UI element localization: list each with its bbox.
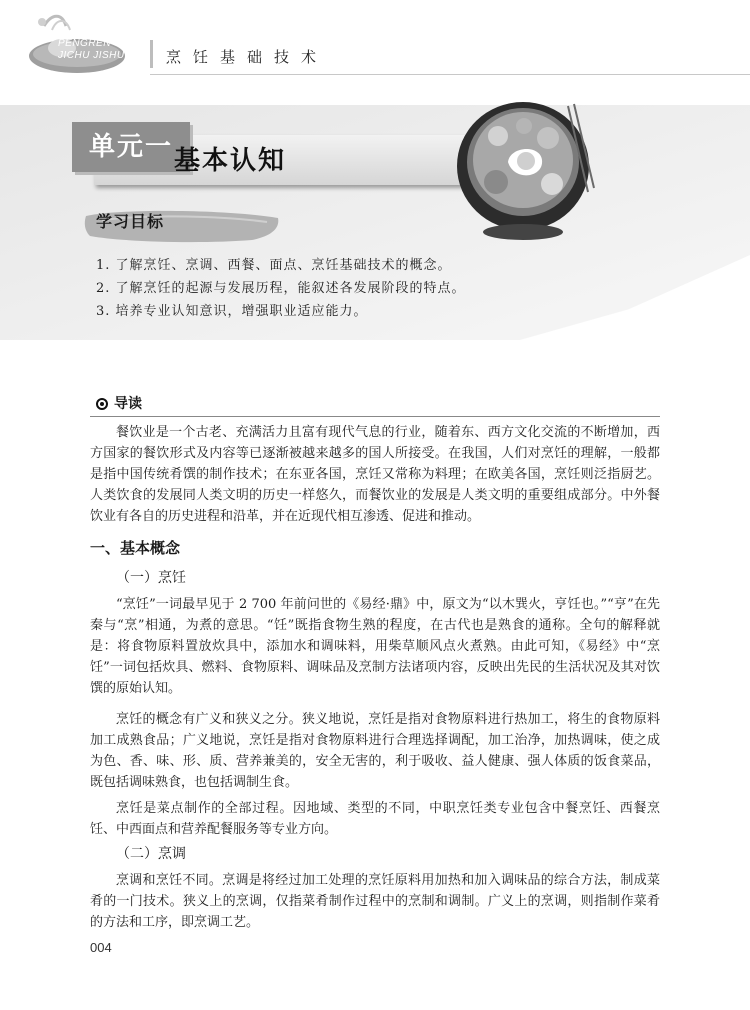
subsection-heading: （一）烹饪 xyxy=(116,570,186,586)
goal-item: 2. 了解烹饪的起源与发展历程，能叙述各发展阶段的特点。 xyxy=(96,281,466,296)
guide-divider xyxy=(90,416,660,417)
subsection-heading: （二）烹调 xyxy=(116,846,186,862)
header-underline xyxy=(150,74,750,75)
book-title: 烹饪基础技术 xyxy=(166,48,329,66)
logo-pinyin-line2: JICHU JISHU xyxy=(58,50,125,61)
guide-bullet-icon xyxy=(96,398,108,410)
guide-heading: 导读 xyxy=(114,396,142,412)
page-header xyxy=(0,0,750,100)
guide-paragraph: 餐饮业是一个古老、充满活力且富有现代气息的行业，随着东、西方文化交流的不断增加，西方国家的餐饮形式及内容等已逐渐被越来越多的国人所接受。在我国，人们对烹饪的理解，一般都是指中国传统肴馔的制作技术；在东亚各国，烹饪又常称为料理；在欧美各国，烹饪则泛指厨艺。人类饮食的发展同人类文明的历史一样悠久，而餐饮业的发展是人类文明的重要组成部分。中外餐饮业有各自的历史进程和沿革，并在近现代相互渗透、促进和推动。 xyxy=(90,425,660,524)
body-paragraph: 烹饪是菜点制作的全部过程。因地域、类型的不同，中职烹饪类专业包含中餐烹饪、西餐烹饪、中西面点和营养配餐服务等专业方向。 xyxy=(90,801,660,837)
page-number: 004 xyxy=(90,940,112,955)
body-paragraph: 烹饪的概念有广义和狭义之分。狭义地说，烹饪是指对食物原料进行热加工，将生的食物原料加工成熟食品；广义地说，烹饪是指对食物原料进行合理选择调配，加工治净，加热调味，使之成为色、香、味、形、质、营养兼美的，安全无害的，利于吸收、益人健康、强人体质的饭食菜品，既包括调味熟食，也包括调制生食。 xyxy=(90,712,660,790)
body-paragraph: 烹调和烹饪不同。烹调是将经过加工处理的烹饪原料用加热和加入调味品的综合方法，制成菜肴的一门技术。狭义上的烹调，仅指菜肴制作过程中的烹制和调制。广义上的烹调，则指制作菜肴的方法和工序，即烹调工艺。 xyxy=(90,873,660,930)
header-divider xyxy=(150,40,153,68)
logo-pinyin-line1: PENGREN xyxy=(58,38,111,49)
unit-badge: 单元一 xyxy=(72,122,190,172)
goal-item: 3. 培养专业认知意识，增强职业适应能力。 xyxy=(96,304,368,319)
goals-heading: 学习目标 xyxy=(96,212,165,231)
body-paragraph: “烹饪”一词最早见于 2 700 年前问世的《易经·鼎》中，原文为“以木巽火，亨饪也。”“亨”在先秦与“烹”相通，为煮的意思。“饪”既指食物生熟的程度，在古代也是熟食的通称。全句的解释就是：将食物原料置放炊具中，添加水和调味料，用柴草顺风点火煮熟。由此可知，《易经》中“烹饪”一词包括炊具、燃料、食物原料、调味品及烹制方法诸项内容，反映出先民的生活状况及其对饮馔的原始认知。 xyxy=(90,597,660,696)
goal-item: 1. 了解烹饪、烹调、西餐、面点、烹饪基础技术的概念。 xyxy=(96,258,452,273)
unit-title: 基本认知 xyxy=(174,146,287,176)
food-bowl-icon xyxy=(448,96,598,256)
logo-pinyin xyxy=(58,38,125,62)
section-heading: 一、基本概念 xyxy=(90,539,181,557)
